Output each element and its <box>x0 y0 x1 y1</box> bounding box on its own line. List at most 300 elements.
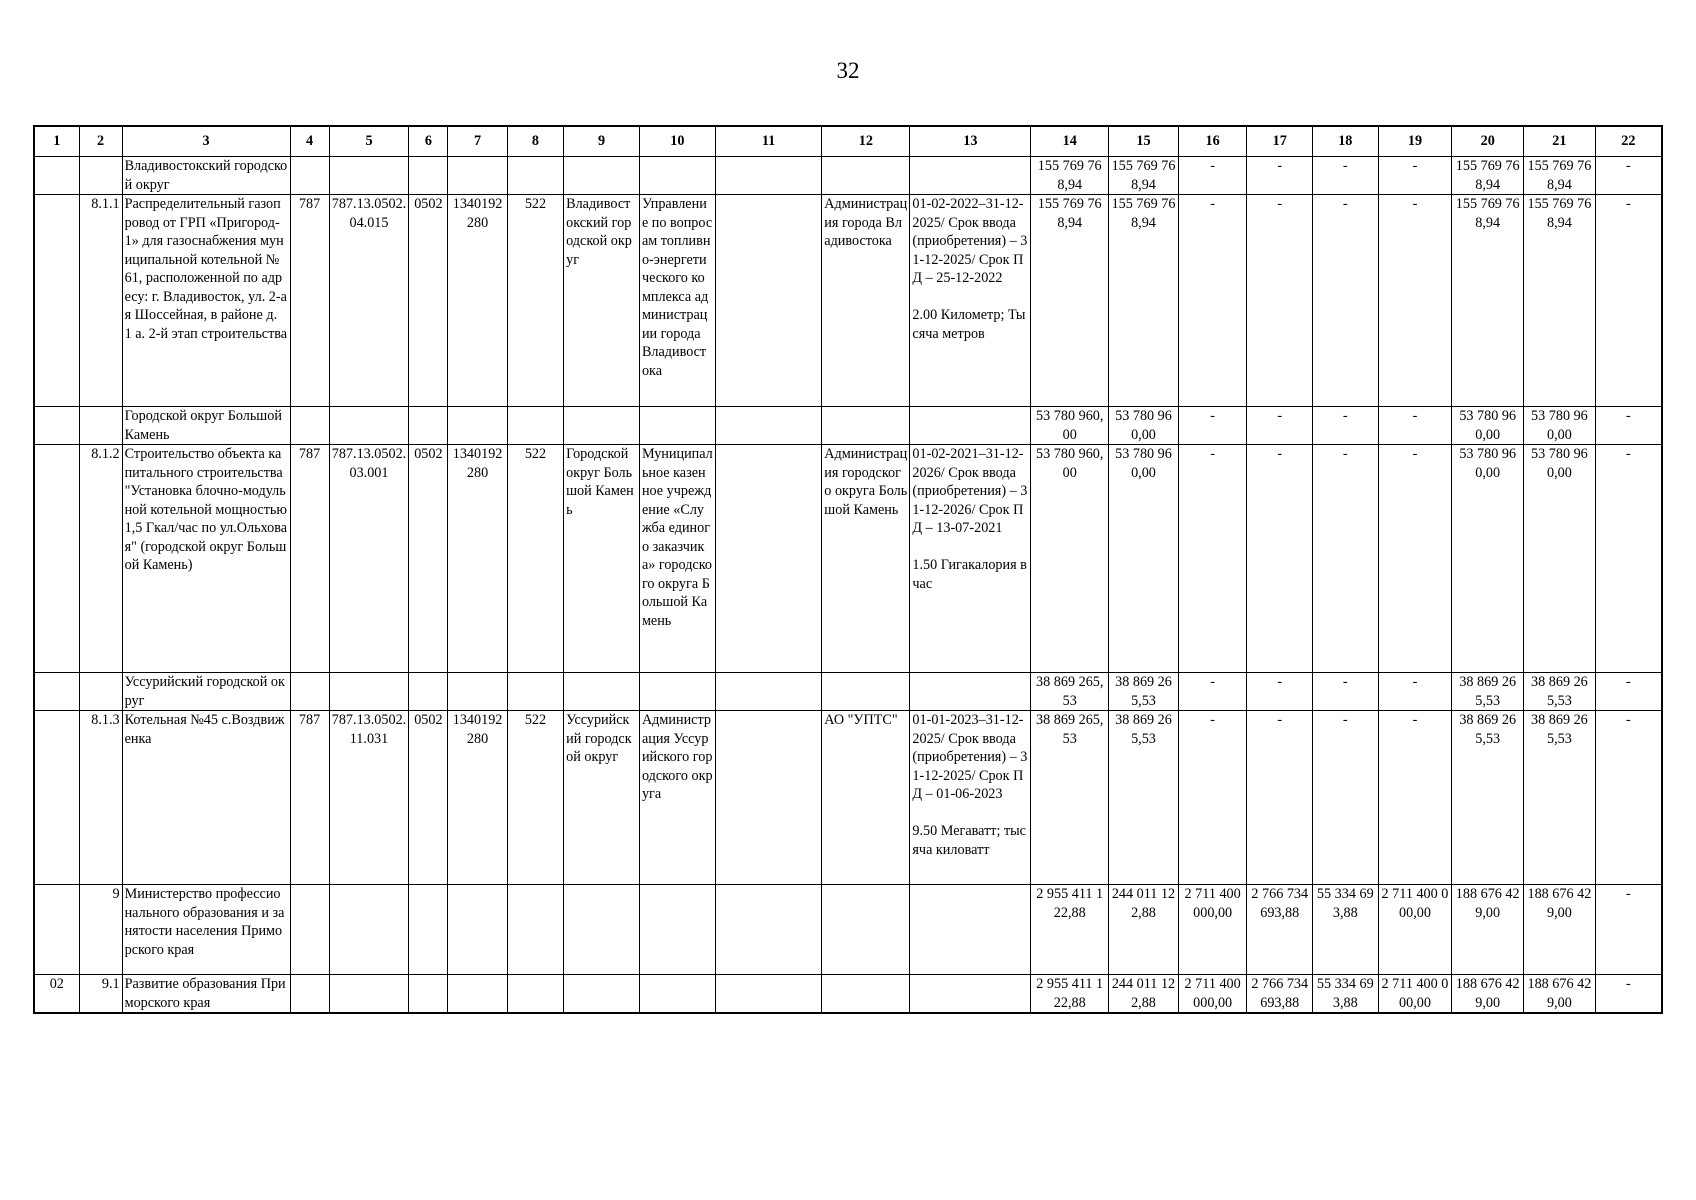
capacity-text: 2.00 Километр; Тысяча метров <box>912 307 1026 342</box>
cell-text: 155 769 768,94 <box>1527 158 1592 193</box>
cell-text: - <box>1626 408 1631 424</box>
cell-text: 188 676 429,00 <box>1527 976 1592 1011</box>
column-header-18: 18 <box>1313 126 1379 157</box>
cell-col-18 <box>1313 407 1379 445</box>
cell-text: Муниципальное казенное учреждение «Служба единого заказчика» городского округа Большой Камень <box>641 446 713 629</box>
table-body <box>34 157 1662 1014</box>
cell-col-3 <box>122 195 290 407</box>
cell-col-20 <box>1452 157 1524 195</box>
cell-col-13 <box>910 407 1031 445</box>
cell-col-15 <box>1109 673 1179 711</box>
cell-text: 244 011 122,88 <box>1111 976 1176 1011</box>
cell-col-2 <box>79 407 122 445</box>
cell-text: - <box>1277 196 1283 212</box>
cell-col-7 <box>448 975 507 1014</box>
cell-text: 38 869 265,53 <box>1115 674 1172 709</box>
cell-text: 2 711 400 000,00 <box>1381 976 1449 1011</box>
cell-text: АО "УПТС" <box>824 712 898 728</box>
capacity-text: 1.50 Гигакалория в час <box>912 557 1027 592</box>
cell-col-14 <box>1031 673 1109 711</box>
cell-text: - <box>1210 408 1215 424</box>
cell-col-21 <box>1524 673 1596 711</box>
cell-text: 2 711 400 000,00 <box>1184 886 1241 921</box>
cell-text: 55 334 693,88 <box>1316 886 1374 921</box>
cell-text: 53 780 960,00 <box>1036 408 1104 443</box>
cell-col-12 <box>822 975 910 1014</box>
cell-text: 8.1.1 <box>91 196 120 212</box>
cell-col-6 <box>409 157 448 195</box>
column-header-17: 17 <box>1247 126 1313 157</box>
cell-col-8 <box>507 157 563 195</box>
cell-col-22 <box>1595 673 1662 711</box>
cell-col-21 <box>1524 445 1596 673</box>
cell-text: 188 676 429,00 <box>1455 886 1520 921</box>
column-header-4: 4 <box>290 126 329 157</box>
table-row <box>34 445 1662 673</box>
cell-col-15 <box>1109 157 1179 195</box>
cell-text: - <box>1277 158 1283 174</box>
cell-col-5 <box>329 195 409 407</box>
cell-col-16 <box>1178 673 1247 711</box>
cell-col-6 <box>409 711 448 885</box>
cell-text: - <box>1210 712 1215 728</box>
column-header-8: 8 <box>507 126 563 157</box>
cell-col-8 <box>507 195 563 407</box>
cell-col-21 <box>1524 711 1596 885</box>
cell-text: - <box>1342 158 1348 174</box>
cell-col-6 <box>409 885 448 975</box>
cell-col-14 <box>1031 195 1109 407</box>
cell-text: - <box>1626 674 1631 690</box>
cell-text: 787 <box>298 446 321 462</box>
cell-col-11 <box>715 157 822 195</box>
cell-col-11 <box>715 445 822 673</box>
cell-text: 522 <box>524 196 547 212</box>
cell-col-21 <box>1524 885 1596 975</box>
cell-col-11 <box>715 195 822 407</box>
cell-text: 2 766 734 693,88 <box>1251 886 1309 921</box>
cell-text: 155 769 768,94 <box>1111 158 1176 193</box>
cell-col-5 <box>329 673 409 711</box>
cell-col-10 <box>639 407 715 445</box>
cell-col-1 <box>34 975 79 1014</box>
cell-col-22 <box>1595 445 1662 673</box>
cell-text: 155 769 768,94 <box>1037 196 1102 231</box>
cell-text: 53 780 960,00 <box>1115 446 1172 481</box>
cell-col-17 <box>1247 975 1313 1014</box>
cell-text: - <box>1277 712 1283 728</box>
cell-text: - <box>1412 408 1418 424</box>
cell-text: - <box>1626 158 1631 174</box>
cell-text: 53 780 960,00 <box>1531 446 1588 481</box>
column-header-20: 20 <box>1452 126 1524 157</box>
cell-col-9 <box>564 885 640 975</box>
cell-text: 01-02-2021–31-12-2026/ Срок ввода (приобретения) – 31-12-2026/ Срок ПД – 13-07-2021 <box>912 446 1028 536</box>
cell-col-13 <box>910 885 1031 975</box>
cell-col-21 <box>1524 407 1596 445</box>
cell-text: 522 <box>524 446 547 462</box>
cell-text: 8.1.3 <box>91 712 120 728</box>
cell-col-16 <box>1178 885 1247 975</box>
cell-col-15 <box>1109 407 1179 445</box>
cell-col-19 <box>1378 445 1452 673</box>
cell-col-8 <box>507 975 563 1014</box>
cell-col-17 <box>1247 445 1313 673</box>
column-header-11: 11 <box>715 126 822 157</box>
cell-col-1 <box>34 711 79 885</box>
cell-text: - <box>1626 712 1631 728</box>
cell-text: 38 869 265,53 <box>1459 674 1517 709</box>
column-header-14: 14 <box>1031 126 1109 157</box>
cell-col-8 <box>507 673 563 711</box>
capacity-text: 9.50 Мегаватт; тысяча киловатт <box>912 823 1026 858</box>
cell-col-9 <box>564 975 640 1014</box>
cell-text: - <box>1626 886 1631 902</box>
cell-text: - <box>1626 976 1631 992</box>
cell-col-12 <box>822 885 910 975</box>
cell-col-7 <box>448 157 507 195</box>
cell-col-18 <box>1313 885 1379 975</box>
cell-col-10 <box>639 195 715 407</box>
cell-col-1 <box>34 195 79 407</box>
cell-text: 2 955 411 122,88 <box>1036 886 1104 921</box>
table-row <box>34 711 1662 885</box>
cell-col-6 <box>409 975 448 1014</box>
table-row <box>34 885 1662 975</box>
cell-col-2 <box>79 445 122 673</box>
cell-text: 787.13.0502.11.031 <box>331 712 407 747</box>
cell-col-17 <box>1247 673 1313 711</box>
cell-col-18 <box>1313 157 1379 195</box>
cell-col-16 <box>1178 195 1247 407</box>
cell-col-18 <box>1313 673 1379 711</box>
column-header-21: 21 <box>1524 126 1596 157</box>
cell-col-4 <box>290 975 329 1014</box>
cell-col-19 <box>1378 157 1452 195</box>
page-number: 32 <box>836 58 860 83</box>
cell-col-16 <box>1178 711 1247 885</box>
cell-text: 787.13.0502.03.001 <box>331 446 407 481</box>
cell-col-10 <box>639 673 715 711</box>
cell-text: Городской округ Большой Камень <box>566 446 634 518</box>
cell-col-6 <box>409 673 448 711</box>
cell-text: 787.13.0502.04.015 <box>331 196 407 231</box>
cell-text: 787 <box>298 196 321 212</box>
column-header-19: 19 <box>1378 126 1452 157</box>
cell-col-19 <box>1378 975 1452 1014</box>
cell-text: 0502 <box>414 446 443 462</box>
cell-text: - <box>1342 408 1348 424</box>
cell-text: 9 <box>112 886 120 902</box>
cell-text: 0502 <box>414 196 443 212</box>
cell-col-9 <box>564 157 640 195</box>
cell-text: Владивостокский городской округ <box>566 196 632 268</box>
cell-col-10 <box>639 157 715 195</box>
cell-col-7 <box>448 445 507 673</box>
cell-col-13 <box>910 445 1031 673</box>
cell-col-6 <box>409 445 448 673</box>
cell-text: Распределительный газопровод от ГРП «Пригород-1» для газоснабжения муниципальной котельной № 61, расположенной по адресу: г. Владивосток, ул. 2-ая Шоссейная, в районе д. 1 а. 2-й этап строительства <box>124 196 288 342</box>
cell-text: 0502 <box>414 712 443 728</box>
cell-col-22 <box>1595 975 1662 1014</box>
cell-col-22 <box>1595 157 1662 195</box>
cell-text: 53 780 960,00 <box>1036 446 1104 481</box>
table-row <box>34 975 1662 1014</box>
cell-text: 38 869 265,53 <box>1036 674 1104 709</box>
cell-col-18 <box>1313 975 1379 1014</box>
cell-col-19 <box>1378 673 1452 711</box>
cell-text: 38 869 265,53 <box>1531 674 1588 709</box>
cell-text: 155 769 768,94 <box>1111 196 1176 231</box>
cell-text: 01-02-2022–31-12-2025/ Срок ввода (приобретения) – 31-12-2025/ Срок ПД – 25-12-2022 <box>912 196 1028 286</box>
cell-col-13 <box>910 673 1031 711</box>
cell-text: 38 869 265,53 <box>1115 712 1172 747</box>
cell-col-5 <box>329 885 409 975</box>
cell-text: Владивостокский городской округ <box>124 158 288 193</box>
cell-text: 38 869 265,53 <box>1036 712 1104 747</box>
cell-col-15 <box>1109 445 1179 673</box>
cell-text: 38 869 265,53 <box>1531 712 1588 747</box>
cell-col-4 <box>290 157 329 195</box>
cell-col-14 <box>1031 711 1109 885</box>
cell-col-2 <box>79 885 122 975</box>
cell-col-20 <box>1452 885 1524 975</box>
cell-col-3 <box>122 975 290 1014</box>
column-header-10: 10 <box>639 126 715 157</box>
cell-text: Городской округ Большой Камень <box>124 408 282 443</box>
cell-col-12 <box>822 407 910 445</box>
column-header-9: 9 <box>564 126 640 157</box>
cell-col-8 <box>507 407 563 445</box>
cell-text: 1340192280 <box>452 196 503 231</box>
cell-text: - <box>1342 446 1348 462</box>
column-header-6: 6 <box>409 126 448 157</box>
cell-col-3 <box>122 885 290 975</box>
cell-col-21 <box>1524 157 1596 195</box>
cell-text: - <box>1626 446 1631 462</box>
cell-text: 188 676 429,00 <box>1527 886 1592 921</box>
cell-col-14 <box>1031 445 1109 673</box>
column-header-1: 1 <box>34 126 79 157</box>
cell-col-14 <box>1031 885 1109 975</box>
cell-col-15 <box>1109 885 1179 975</box>
cell-text: 155 769 768,94 <box>1527 196 1592 231</box>
cell-col-7 <box>448 885 507 975</box>
cell-col-13 <box>910 157 1031 195</box>
cell-text: - <box>1277 446 1283 462</box>
cell-col-11 <box>715 975 822 1014</box>
cell-col-21 <box>1524 195 1596 407</box>
cell-col-1 <box>34 673 79 711</box>
column-header-5: 5 <box>329 126 409 157</box>
cell-col-8 <box>507 445 563 673</box>
cell-text: - <box>1626 196 1631 212</box>
column-header-7: 7 <box>448 126 507 157</box>
cell-col-1 <box>34 157 79 195</box>
cell-col-14 <box>1031 407 1109 445</box>
cell-text: 55 334 693,88 <box>1316 976 1374 1011</box>
cell-col-9 <box>564 673 640 711</box>
cell-text: Администрация города Владивостока <box>824 196 908 249</box>
cell-text: 9.1 <box>101 976 120 992</box>
cell-col-4 <box>290 407 329 445</box>
cell-col-4 <box>290 711 329 885</box>
cell-col-10 <box>639 445 715 673</box>
table-header-row <box>34 126 1662 157</box>
cell-col-12 <box>822 673 910 711</box>
cell-col-1 <box>34 885 79 975</box>
cell-text: - <box>1342 674 1348 690</box>
cell-col-20 <box>1452 975 1524 1014</box>
cell-text: - <box>1412 674 1418 690</box>
cell-col-9 <box>564 711 640 885</box>
cell-text: 2 766 734 693,88 <box>1251 976 1309 1011</box>
cell-text: - <box>1210 196 1215 212</box>
cell-col-7 <box>448 407 507 445</box>
cell-col-1 <box>34 445 79 673</box>
cell-col-2 <box>79 195 122 407</box>
cell-col-11 <box>715 673 822 711</box>
cell-text: 53 780 960,00 <box>1459 408 1517 443</box>
cell-text: - <box>1412 446 1418 462</box>
cell-text: 2 711 400 000,00 <box>1184 976 1241 1011</box>
cell-text: 02 <box>49 976 64 992</box>
cell-col-2 <box>79 157 122 195</box>
table-row <box>34 195 1662 407</box>
cell-text: - <box>1210 446 1215 462</box>
cell-col-9 <box>564 407 640 445</box>
cell-col-11 <box>715 407 822 445</box>
cell-col-22 <box>1595 195 1662 407</box>
cell-text: Администрация Уссурийского городского округа <box>641 712 713 802</box>
cell-col-5 <box>329 407 409 445</box>
cell-text: 1340192280 <box>452 712 503 747</box>
cell-col-5 <box>329 975 409 1014</box>
cell-text: 8.1.2 <box>91 446 120 462</box>
cell-col-4 <box>290 673 329 711</box>
cell-text: Уссурийский городской округ <box>124 674 285 709</box>
cell-col-16 <box>1178 445 1247 673</box>
cell-col-19 <box>1378 711 1452 885</box>
cell-col-21 <box>1524 975 1596 1014</box>
cell-text: Развитие образования Приморского края <box>124 976 286 1011</box>
cell-col-12 <box>822 157 910 195</box>
table-row <box>34 157 1662 195</box>
cell-text: - <box>1412 196 1418 212</box>
cell-text: Управление по вопросам топливно-энергетического комплекса администрации города Владивостока <box>641 196 713 379</box>
cell-col-19 <box>1378 407 1452 445</box>
cell-col-8 <box>507 711 563 885</box>
cell-col-2 <box>79 673 122 711</box>
cell-col-20 <box>1452 407 1524 445</box>
cell-col-12 <box>822 445 910 673</box>
cell-col-20 <box>1452 445 1524 673</box>
cell-text: - <box>1210 158 1215 174</box>
cell-text: 188 676 429,00 <box>1455 976 1520 1011</box>
cell-text: 38 869 265,53 <box>1459 712 1517 747</box>
cell-col-8 <box>507 885 563 975</box>
cell-col-19 <box>1378 195 1452 407</box>
cell-col-9 <box>564 195 640 407</box>
cell-text: 155 769 768,94 <box>1455 158 1520 193</box>
cell-col-14 <box>1031 157 1109 195</box>
cell-col-7 <box>448 673 507 711</box>
cell-col-16 <box>1178 157 1247 195</box>
cell-text: - <box>1342 712 1348 728</box>
cell-col-15 <box>1109 975 1179 1014</box>
cell-col-7 <box>448 711 507 885</box>
cell-col-7 <box>448 195 507 407</box>
cell-col-3 <box>122 673 290 711</box>
cell-col-4 <box>290 195 329 407</box>
cell-col-10 <box>639 711 715 885</box>
cell-text: - <box>1277 408 1283 424</box>
cell-text: Уссурийский городской округ <box>566 712 632 765</box>
cell-col-10 <box>639 975 715 1014</box>
column-header-13: 13 <box>910 126 1031 157</box>
cell-col-11 <box>715 885 822 975</box>
cell-col-16 <box>1178 975 1247 1014</box>
cell-col-17 <box>1247 711 1313 885</box>
cell-col-18 <box>1313 195 1379 407</box>
column-header-2: 2 <box>79 126 122 157</box>
cell-col-20 <box>1452 711 1524 885</box>
cell-col-6 <box>409 195 448 407</box>
cell-col-4 <box>290 885 329 975</box>
cell-col-22 <box>1595 711 1662 885</box>
cell-col-17 <box>1247 407 1313 445</box>
cell-col-5 <box>329 157 409 195</box>
cell-col-3 <box>122 157 290 195</box>
cell-col-6 <box>409 407 448 445</box>
cell-text: 53 780 960,00 <box>1459 446 1517 481</box>
cell-col-18 <box>1313 711 1379 885</box>
cell-text: 155 769 768,94 <box>1455 196 1520 231</box>
cell-col-20 <box>1452 673 1524 711</box>
cell-col-13 <box>910 975 1031 1014</box>
cell-text: 787 <box>298 712 321 728</box>
cell-text: Котельная №45 с.Воздвиженка <box>124 712 285 747</box>
cell-text: 53 780 960,00 <box>1115 408 1172 443</box>
cell-col-3 <box>122 445 290 673</box>
cell-col-17 <box>1247 885 1313 975</box>
cell-text: 53 780 960,00 <box>1531 408 1588 443</box>
table-row <box>34 407 1662 445</box>
cell-col-3 <box>122 711 290 885</box>
cell-col-5 <box>329 711 409 885</box>
cell-col-2 <box>79 975 122 1014</box>
cell-text: 155 769 768,94 <box>1037 158 1102 193</box>
cell-col-20 <box>1452 195 1524 407</box>
cell-col-19 <box>1378 885 1452 975</box>
cell-col-13 <box>910 195 1031 407</box>
cell-text: Министерство профессионального образования и занятости населения Приморского края <box>124 886 285 958</box>
cell-text: 2 711 400 000,00 <box>1381 886 1449 921</box>
cell-col-12 <box>822 195 910 407</box>
cell-text: 2 955 411 122,88 <box>1036 976 1104 1011</box>
column-header-22: 22 <box>1595 126 1662 157</box>
cell-col-11 <box>715 711 822 885</box>
cell-text: - <box>1210 674 1215 690</box>
cell-text: Строительство объекта капитального строительства "Установка блочно-модульной котельной мощностью 1,5 Гкал/час по ул.Ольховая" (городской округ Большой Камень) <box>124 446 288 573</box>
cell-col-16 <box>1178 407 1247 445</box>
column-header-16: 16 <box>1178 126 1247 157</box>
cell-text: Администрация городского округа Большой Камень <box>824 446 908 518</box>
cell-text: 01-01-2023–31-12-2025/ Срок ввода (приобретения) – 31-12-2025/ Срок ПД – 01-06-2023 <box>912 712 1028 802</box>
cell-col-4 <box>290 445 329 673</box>
budget-table <box>33 125 1663 1014</box>
cell-col-17 <box>1247 195 1313 407</box>
